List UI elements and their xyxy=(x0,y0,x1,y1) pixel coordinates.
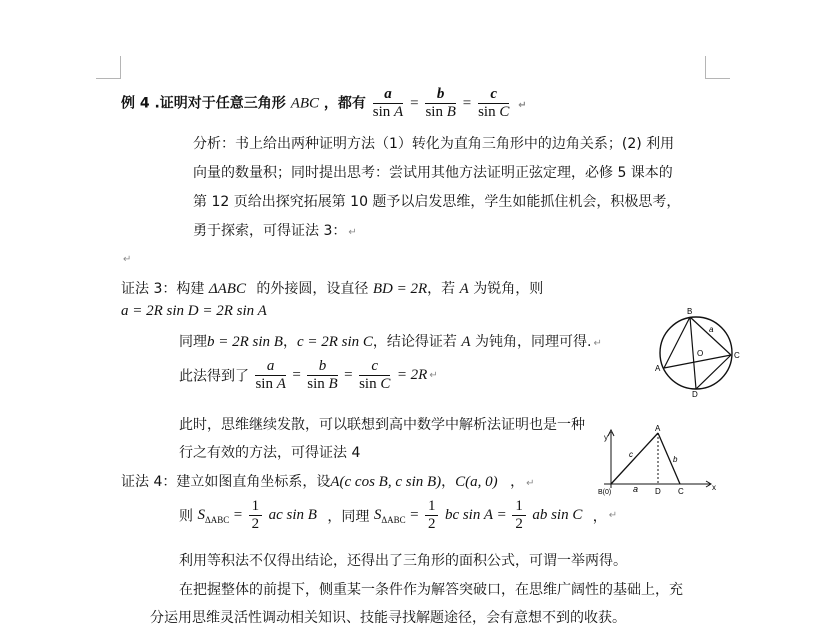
label-B0: B(0) xyxy=(598,489,612,496)
fraction-c-sinC: $\frac{c}{\text{sin C}}$ xyxy=(478,86,510,120)
label-c: c xyxy=(629,450,633,459)
fraction-one-half: $\frac{1}{2}$ xyxy=(425,498,439,533)
analysis-line-2: 向量的数量积；同时提出思考：尝试用其他方法证明正弦定理，必修 5 课本的 xyxy=(193,165,673,181)
fraction-one-half: $\frac{1}{2}$ xyxy=(249,498,263,533)
label-x: x xyxy=(712,483,716,492)
thinking-line-2: 行之有效的方法，可得证法 4 xyxy=(179,445,361,461)
label-a: a xyxy=(633,484,639,494)
conclusion-line-1: 利用等积法不仅得出结论，还得出了三角形的面积公式，可谓一举两得。 xyxy=(179,553,627,569)
thinking-line-1: 此时，思维继续发散，可以联想到高中数学中解析法证明也是一种 xyxy=(179,417,585,433)
label-B: B xyxy=(687,307,693,316)
crop-mark-top-right xyxy=(705,56,730,79)
side-c xyxy=(611,433,658,484)
analysis-line-3: 第 12 页给出探究拓展第 10 题予以启发思维，学生如能抓住机会，积极思考， xyxy=(193,194,681,210)
proof4-line-1: 证法 4：建立如图直角坐标系，设A(c cos B, c sin B)，C(a, 0) ， ↵ xyxy=(121,474,535,490)
fraction-a-sinA: $\frac{a}{\text{sin A}}$ xyxy=(372,86,404,120)
fraction-b-sinB: $\frac{b}{\text{sin B}}$ xyxy=(307,358,338,392)
label-A: A xyxy=(655,364,661,373)
label-a: a xyxy=(709,325,714,334)
circumcircle xyxy=(660,317,732,389)
proof3-line-2: a = 2R sin D = 2R sin A xyxy=(121,303,267,319)
label-y: y xyxy=(604,433,608,442)
label-C: C xyxy=(678,487,684,496)
diameter-bd xyxy=(690,317,696,389)
side-ab xyxy=(664,317,690,368)
label-b: b xyxy=(673,455,678,464)
label-D: D xyxy=(692,390,698,398)
fraction-b-sinB: $\frac{b}{\text{sin B}}$ xyxy=(425,86,456,120)
fraction-one-half: $\frac{1}{2}$ xyxy=(512,498,526,533)
label-O: O xyxy=(697,349,704,358)
conclusion-line-2: 在把握整体的前提下，侧重某一条件作为解答突破口，在思维广阔性的基础上，充 xyxy=(179,582,683,598)
example-heading: 例 4 .证明对于任意三角形 ABC ，都有 $\frac{a}{\text{sin A}}$ = $\frac{b}{\text{sin B}}$ = $\frac{c}{\text{sin C}}$ ↵ xyxy=(121,86,527,120)
crop-mark-top-left xyxy=(96,56,121,79)
label-C: C xyxy=(734,351,740,360)
triangle-name: ABC xyxy=(290,95,320,112)
fraction-c-sinC: $\frac{c}{\text{sin C}}$ xyxy=(359,358,391,392)
label-D: D xyxy=(655,487,661,496)
analysis-line-4: 勇于探索，可得证法 3： ↵ xyxy=(193,223,357,239)
proof3-result: 此法得到了 $\frac{a}{\text{sin A}}$ = $\frac{b}{\text{sin B}}$ = $\frac{c}{\text{sin C}}$ = 2R ↵ xyxy=(179,358,438,392)
proof3-line-1: 证法 3：构建 ΔABC 的外接圆，设直径 BD = 2R，若 A 为锐角，则 xyxy=(121,281,544,297)
paragraph-mark: ↵ xyxy=(123,254,132,265)
fraction-a-sinA: $\frac{a}{\text{sin A}}$ xyxy=(255,358,286,392)
conclusion-line-3: 分运用思维灵活性调动相关知识、技能寻找解题途径，会有意想不到的收获。 xyxy=(150,610,626,626)
circumcircle-figure xyxy=(652,306,744,398)
coordinate-figure xyxy=(594,424,720,500)
proof4-area: 则 $S_{\Delta ABC}$ = $\frac{1}{2}$ ac sin B ，同理 $S_{\Delta ABC}$ = $\frac{1}{2}$ bc sin A = $\frac{1}{2}$ ab sin C ， ↵ xyxy=(179,498,618,532)
proof3-similarly: 同理b = 2R sin B，c = 2R sin C，结论得证若 A 为钝角，同理可得. ↵ xyxy=(179,334,602,350)
analysis-line-1: 分析：书上给出两种证明方法（1）转化为直角三角形中的边角关系；(2) 利用 xyxy=(193,136,675,152)
label-A: A xyxy=(655,424,661,433)
